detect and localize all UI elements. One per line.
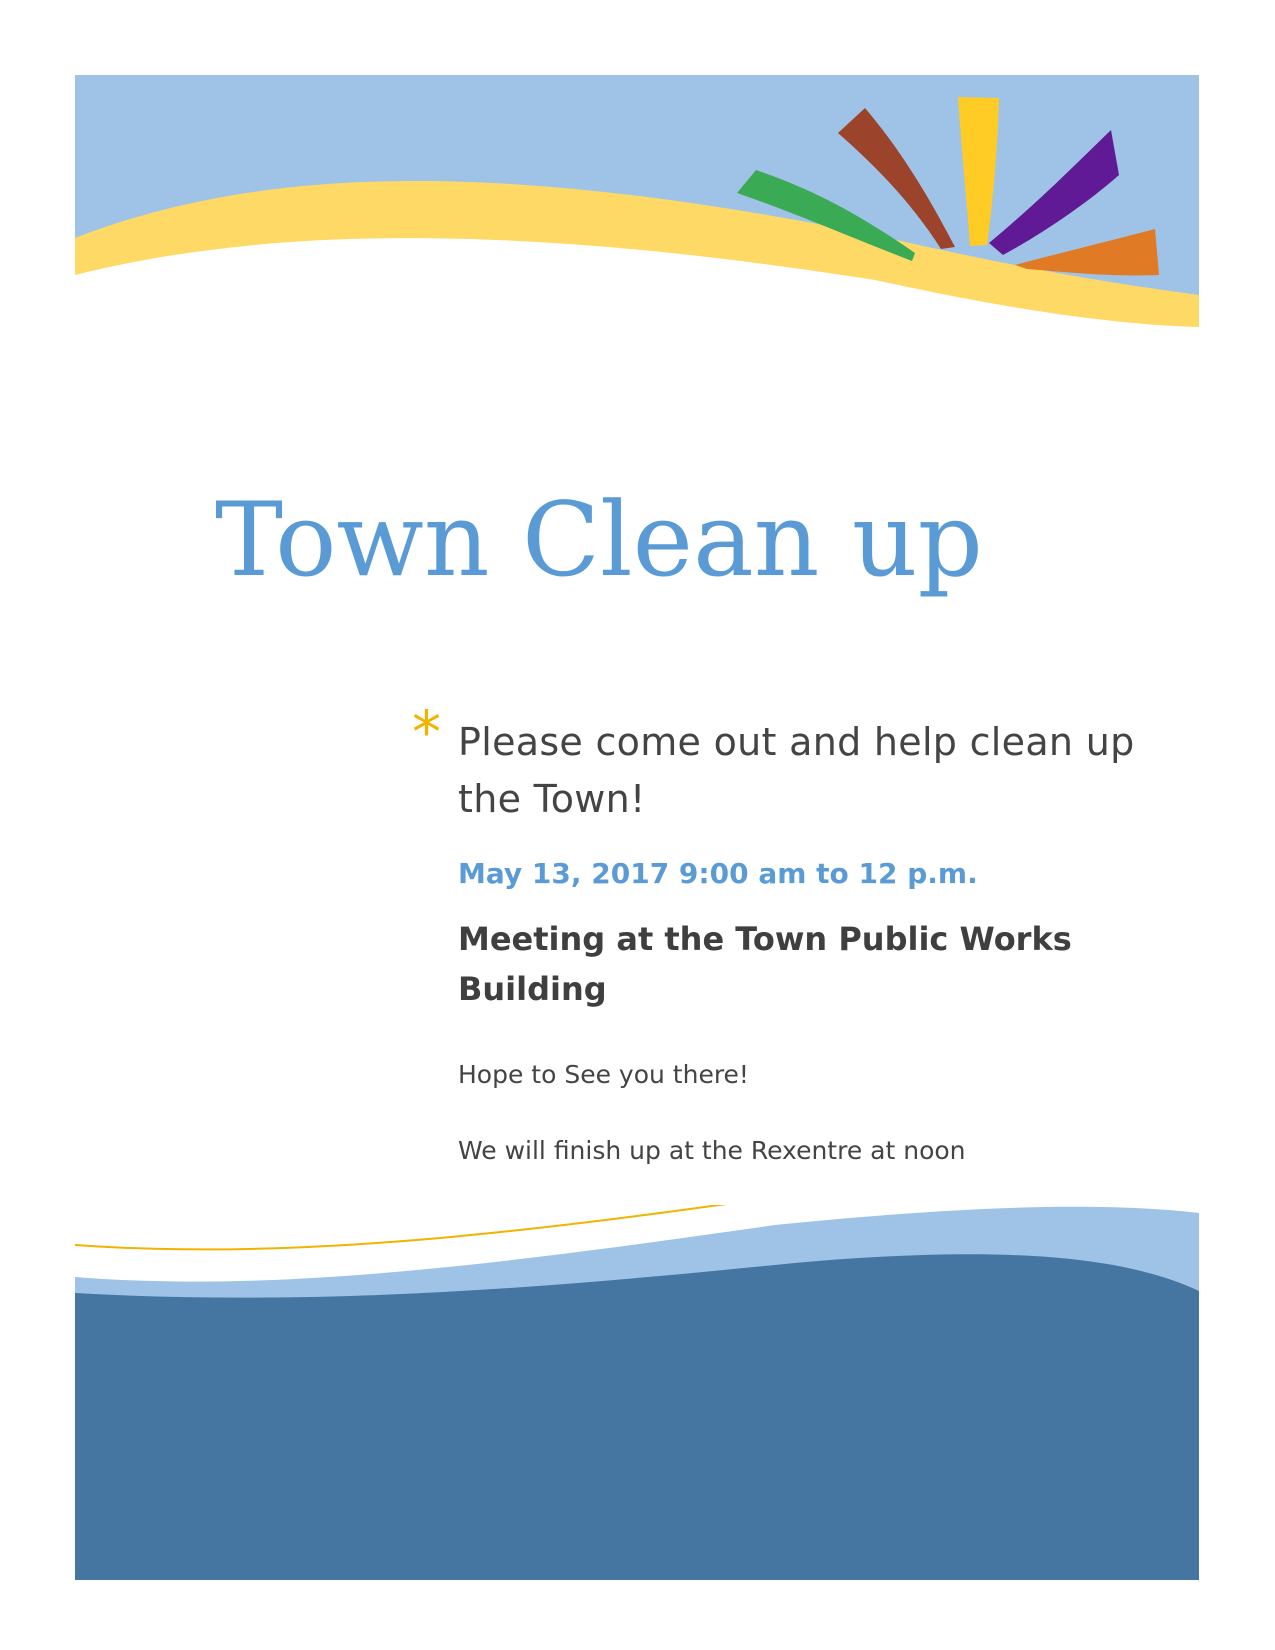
asterisk-icon: * — [412, 698, 441, 766]
sunrise-banner-graphic — [75, 75, 1199, 345]
wave-banner-graphic — [75, 1205, 1199, 1580]
finish-note: We will finish up at the Rexentre at noon — [458, 1136, 966, 1165]
flyer-content — [458, 714, 1158, 1168]
flyer-title: Town Clean up — [215, 481, 983, 600]
event-location: Meeting at the Town Public Works Building — [458, 920, 1072, 1008]
invitation-text: Please come out and help clean up the Town! — [458, 720, 1135, 821]
closing-note: Hope to See you there! — [458, 1060, 749, 1089]
event-date-time: May 13, 2017 9:00 am to 12 p.m. — [458, 857, 978, 890]
dark-blue-wave — [75, 1254, 1199, 1580]
